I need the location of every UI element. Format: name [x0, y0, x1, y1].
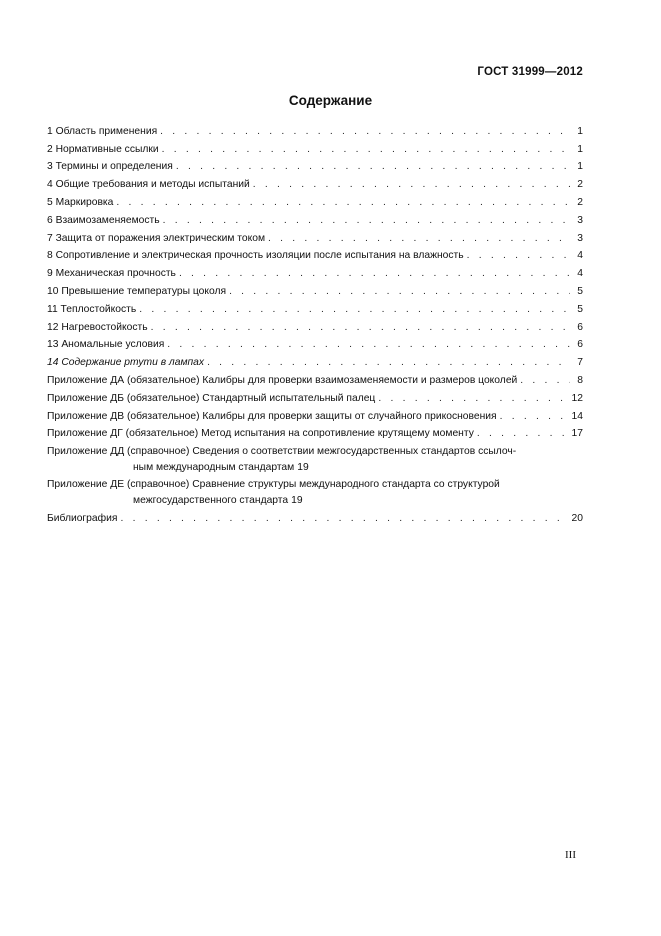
- toc-entry-label: Библиография: [47, 512, 118, 524]
- toc-entry-bibliography[interactable]: [47, 507, 583, 525]
- toc-entry-page: 7: [577, 357, 583, 369]
- toc-entry-label: 8 Сопротивление и электрическая прочность изоляции после испытания на влажность: [47, 250, 464, 262]
- toc-entry-label: 10 Превышение температуры цоколя: [47, 285, 227, 297]
- toc-entry-page: 5: [577, 285, 583, 297]
- toc-entry-page: 2: [577, 196, 583, 208]
- toc-entry-label: 7 Защита от поражения электрическим током: [47, 232, 266, 244]
- dot-leader: [520, 375, 570, 387]
- toc-entry-appendix-db[interactable]: [47, 387, 583, 405]
- toc-entry-page: 4: [577, 250, 583, 262]
- toc-entry-5[interactable]: [47, 191, 583, 209]
- dot-leader: [167, 339, 570, 351]
- toc-entry-page: 19: [297, 461, 309, 473]
- toc-entry-2[interactable]: [47, 138, 583, 156]
- dot-leader: [268, 233, 570, 245]
- toc-entry-label: Приложение ДВ (обязательное) Калибры для проверки защиты от случайного прикосновения: [47, 410, 497, 422]
- toc-entry-page: 6: [577, 321, 583, 333]
- toc-entry-page: 20: [571, 512, 583, 524]
- toc-entry-page: 1: [577, 143, 583, 155]
- toc-entry-label: 11 Теплостойкость: [47, 303, 137, 315]
- dot-leader: [378, 393, 568, 405]
- toc-entry-appendix-dg[interactable]: [47, 423, 583, 441]
- dot-leader: [163, 215, 570, 227]
- dot-leader: [229, 286, 570, 298]
- toc-entry-label-continued: ным международным стандартам: [133, 461, 295, 473]
- toc-entry-appendix-da[interactable]: [47, 369, 583, 387]
- dot-leader: [160, 126, 570, 138]
- toc-entry-13[interactable]: [47, 334, 583, 352]
- dot-leader: [116, 197, 570, 209]
- dot-leader: [253, 179, 570, 191]
- toc-entry-page: 3: [577, 232, 583, 244]
- dot-leader: [151, 322, 570, 334]
- toc-entry-label: 13 Аномальные условия: [47, 339, 165, 351]
- toc-entry-page: 14: [571, 410, 583, 422]
- toc-entry-page: 3: [577, 214, 583, 226]
- dot-leader: [179, 268, 570, 280]
- toc-entry-label-continued: межгосударственного стандарта: [133, 494, 289, 506]
- toc-entry-4[interactable]: [47, 173, 583, 191]
- toc-entry-6[interactable]: [47, 209, 583, 227]
- toc-entry-label: 4 Общие требования и методы испытаний: [47, 179, 250, 191]
- toc-title: Содержание: [288, 93, 373, 108]
- toc-entry-12[interactable]: [47, 316, 583, 334]
- toc-entry-label: 12 Нагревостойкость: [47, 321, 148, 333]
- toc-entry-label: Приложение ДБ (обязательное) Стандартный испытательный палец: [47, 392, 376, 404]
- toc-entry-page: 1: [577, 161, 583, 173]
- toc-entry-page: 2: [577, 179, 583, 191]
- toc-entry-page: 8: [577, 374, 583, 386]
- toc-entry-9[interactable]: [47, 262, 583, 280]
- toc-entry-label: 14 Содержание ртути в лампах: [47, 357, 205, 369]
- toc-entry-3[interactable]: [47, 156, 583, 174]
- toc-entry-label: Приложение ДЕ (справочное) Сравнение структуры международного стандарта со структурой: [47, 479, 500, 491]
- toc-entry-label: 1 Область применения: [47, 125, 158, 137]
- toc-entry-8[interactable]: [47, 245, 583, 263]
- toc-entry-label: 2 Нормативные ссылки: [47, 143, 159, 155]
- dot-leader: [500, 411, 569, 423]
- dot-leader: [176, 161, 570, 173]
- toc-entry-label: 6 Взаимозаменяемость: [47, 214, 160, 226]
- toc-entry-page: 12: [571, 392, 583, 404]
- page-folio: III: [565, 849, 576, 861]
- toc-entry-10[interactable]: [47, 280, 583, 298]
- toc-entry-1[interactable]: [47, 120, 583, 138]
- toc-entry-page: 4: [577, 268, 583, 280]
- toc-entry-label: 3 Термины и определения: [47, 161, 173, 173]
- toc-entry-page: 19: [291, 494, 303, 506]
- toc-entry-label: Приложение ДД (справочное) Сведения о соответствии межгосударственных стандартов ссылоч-: [47, 446, 517, 458]
- toc-entry-label: 5 Маркировка: [47, 196, 114, 208]
- toc-entry-11[interactable]: [47, 298, 583, 316]
- dot-leader: [162, 144, 570, 156]
- toc-entry-page: 5: [577, 303, 583, 315]
- dot-leader: [139, 304, 570, 316]
- dot-leader: [207, 357, 570, 369]
- standard-id: ГОСТ 31999—2012: [477, 66, 583, 78]
- toc-entry-label: Приложение ДА (обязательное) Калибры для проверки взаимозаменяемости и размеров цоколей: [47, 374, 518, 386]
- toc-entry-appendix-dd[interactable]: [47, 440, 583, 473]
- toc-entry-page: 6: [577, 339, 583, 351]
- dot-leader: [477, 428, 569, 440]
- toc-entry-page: 1: [577, 125, 583, 137]
- toc-entry-7[interactable]: [47, 227, 583, 245]
- toc-entry-label: Приложение ДГ (обязательное) Метод испытания на сопротивление крутящему моменту: [47, 428, 474, 440]
- table-of-contents: [47, 120, 583, 525]
- dot-leader: [120, 513, 568, 525]
- toc-entry-label: 9 Механическая прочность: [47, 268, 176, 280]
- toc-entry-page: 17: [571, 428, 583, 440]
- dot-leader: [467, 250, 570, 262]
- toc-entry-14[interactable]: [47, 351, 583, 369]
- toc-entry-appendix-dv[interactable]: [47, 405, 583, 423]
- toc-entry-appendix-de[interactable]: [47, 474, 583, 507]
